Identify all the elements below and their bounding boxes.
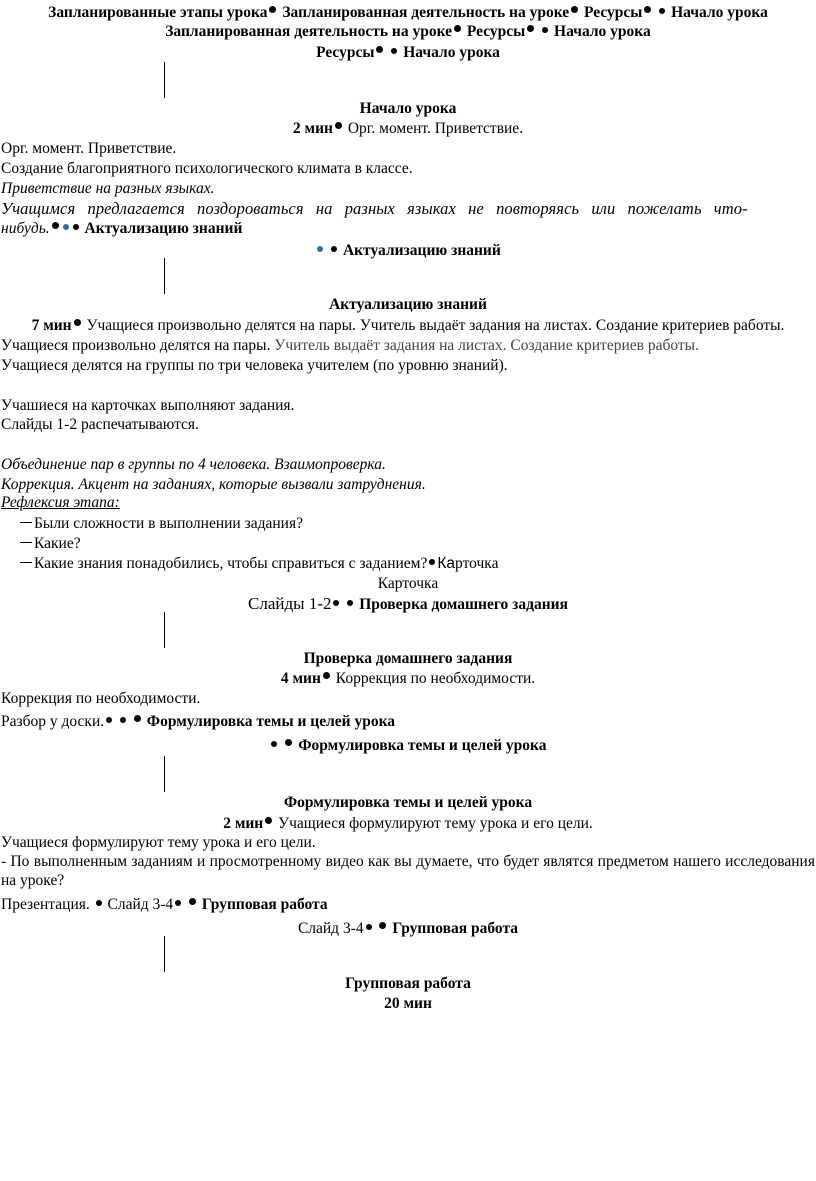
vertical-divider [164, 62, 165, 98]
bullet-icon [96, 900, 102, 906]
bullet-icon [376, 46, 383, 53]
stage-title: Проверка домашнего задания [303, 650, 513, 667]
vertical-divider [164, 936, 165, 972]
list-item [20, 515, 816, 533]
resource-text: Слайды 1-2 [248, 594, 332, 613]
bullet-icon [335, 122, 342, 129]
paragraph-text: Учащиеся произвольно делятся на пары. [1, 337, 271, 354]
resource-text: Ка [437, 555, 456, 572]
stage-title: Начало урока [359, 100, 457, 117]
resource-text: Слайд 3-4 [107, 896, 174, 913]
next-stage-label: Актуализацию знаний [342, 242, 501, 259]
stage-summary: Учащиеся произвольно делятся на пары. [86, 317, 356, 334]
bullet-icon [331, 246, 337, 252]
stage-summary: Учащиеся формулируют тему урока и его цели. [278, 815, 593, 832]
resource-next-line [0, 595, 816, 614]
paragraph: Коррекция по необходимости. [1, 690, 201, 707]
stage-time-line [0, 815, 816, 833]
bullet-icon [120, 717, 126, 723]
header-line-1 [0, 4, 816, 22]
header-text: Запланированная деятельность на уроке [165, 23, 453, 40]
paragraph: Слайды 1-2 распечатываются. [1, 416, 199, 433]
stage-time: 2 мин [292, 120, 333, 137]
bullet-icon [52, 222, 59, 229]
bullet-icon [106, 717, 112, 723]
paragraph: - По выполненным заданиям и просмотренному видео как вы думаете, что будет являтся предметом нашего исследования на уроке? [1, 853, 815, 889]
bullet-icon [175, 900, 181, 906]
stage-summary: Орг. момент. Приветствие. [347, 120, 524, 137]
next-stage-label: Актуализацию знаний [84, 220, 243, 237]
paragraph-text: Разбор у доски. [1, 713, 105, 730]
paragraph: Учащиеся формулируют тему урока и его цели. [1, 834, 316, 851]
paragraph: Приветствие на разных языках. [1, 180, 215, 197]
dash-icon [20, 522, 32, 523]
paragraph: Создание благоприятного психологического климата в классе. [1, 160, 413, 177]
dash-icon [20, 562, 32, 563]
next-stage-line [0, 242, 816, 260]
bullet-icon [189, 898, 196, 905]
vertical-divider [164, 756, 165, 792]
header-text: Начало урока [554, 23, 651, 40]
bullet-icon [333, 600, 339, 606]
paragraph-with-next [1, 713, 816, 731]
paragraph-text: нибудь. [1, 220, 50, 237]
stage-time: 4 мин [280, 670, 321, 687]
bullet-icon [454, 25, 461, 32]
paragraph-text: Учитель выдаёт задания на листах. Создание критериев работы. [274, 337, 699, 354]
bullet-icon [527, 25, 534, 32]
bullet-icon [63, 224, 69, 230]
bullet-icon [269, 6, 276, 13]
bullet-icon [74, 319, 81, 326]
stage-time-line [0, 317, 816, 335]
paragraph-with-next [1, 896, 816, 914]
stage-time-line [0, 120, 816, 138]
stage-time: 7 мин [31, 317, 72, 334]
stage-title: Актуализацию знаний [329, 296, 487, 313]
resource-text: Слайд 3-4 [297, 920, 364, 937]
header-text: Ресурсы [584, 4, 643, 21]
header-text: Запланированные этапы урока [48, 4, 268, 21]
bullet-icon [265, 817, 272, 824]
bullet-icon [571, 6, 578, 13]
paragraph: Учашиеся на карточках выполняют задания. [1, 397, 295, 414]
stage-time: 2 мин [223, 815, 264, 832]
next-stage-label: Групповая работа [201, 896, 328, 913]
next-stage-label: Формулировка темы и целей урока [298, 737, 547, 754]
bullet-icon [285, 739, 292, 746]
header-line-2 [0, 23, 816, 41]
list-item [20, 535, 816, 553]
next-stage-line [0, 737, 816, 755]
resource-next-line [0, 920, 816, 938]
stage-time: 20 мин [384, 995, 432, 1012]
stage-summary: Учитель выдаёт задания на листах. Создание критериев работы. [359, 317, 785, 334]
header-line-3 [0, 44, 816, 62]
bullet-icon [366, 924, 372, 930]
bullet-icon [323, 672, 330, 679]
next-stage-label: Групповая работа [392, 920, 519, 937]
bullet-icon [73, 224, 79, 230]
bullet-icon [271, 741, 277, 747]
stage-time-line [0, 670, 816, 688]
paragraph: Коррекция. Акцент на заданиях, которые вызвали затруднения. [1, 476, 426, 493]
header-text: Начало урока [403, 44, 500, 61]
header-text: Ресурсы [316, 44, 375, 61]
bullet-icon [542, 27, 548, 33]
next-stage-label: Формулировка темы и целей урока [146, 713, 396, 730]
resource-text: рточка [455, 555, 499, 572]
list-item-text: Были сложности в выполнении задания? [34, 515, 303, 532]
paragraph: Орг. момент. Приветствие. [1, 140, 177, 157]
bullet-icon [659, 8, 665, 14]
header-text: Запланированная деятельность на уроке [282, 4, 570, 21]
header-text: Начало урока [671, 4, 768, 21]
bullet-icon [391, 48, 397, 54]
dash-icon [20, 542, 32, 543]
bullet-icon [379, 922, 386, 929]
bullet-icon [347, 600, 353, 606]
paragraph [1, 337, 816, 355]
stage-title: Групповая работа [345, 975, 471, 992]
stage-title: Формулировка темы и целей урока [283, 794, 533, 811]
header-text: Ресурсы [466, 23, 526, 40]
paragraph: Учащимся предлагается поздороваться на разных языках не повторяясь или пожелать что- [1, 199, 748, 218]
paragraph-text: Презентация. [1, 896, 90, 913]
resource-line: Карточка [377, 575, 439, 592]
list-item [20, 555, 816, 573]
vertical-divider [164, 612, 165, 648]
next-stage-label: Проверка домашнего задания [359, 596, 568, 613]
bullet-icon [429, 559, 435, 565]
bullet-icon [134, 715, 141, 722]
stage-summary: Коррекция по необходимости. [335, 670, 536, 687]
reflection-heading: Рефлексия этапа: [1, 494, 120, 511]
paragraph-continued [1, 220, 816, 238]
bullet-icon [644, 6, 651, 13]
paragraph: Объединение пар в группы по 4 человека. Взаимопроверка. [1, 456, 386, 473]
bullet-icon [317, 246, 323, 252]
list-item-text: Какие знания понадобились, чтобы справиться с заданием? [34, 555, 428, 572]
list-item-text: Какие? [34, 535, 81, 552]
vertical-divider [164, 258, 165, 294]
paragraph: Учащиеся делятся на группы по три человека учителем (по уровню знаний). [1, 357, 508, 374]
